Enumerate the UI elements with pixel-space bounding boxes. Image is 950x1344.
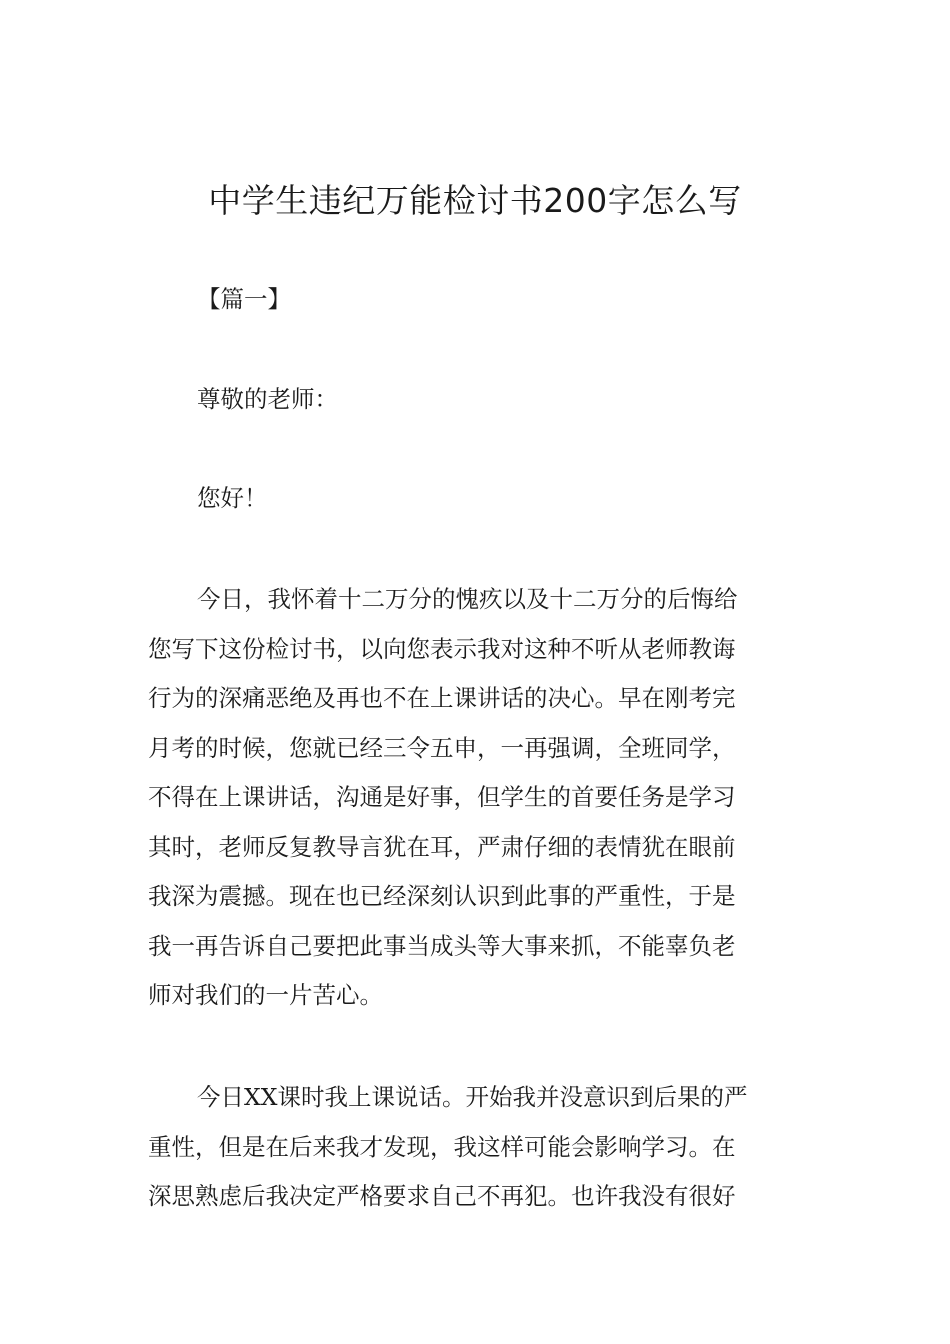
paragraph-1 xyxy=(148,575,808,1021)
paragraph-line: 月考的时候，您就已经三令五申，一再强调，全班同学， xyxy=(148,733,736,762)
paragraph-line: 其时，老师反复教导言犹在耳，严肃仔细的表情犹在眼前 xyxy=(148,832,736,861)
paragraph-line: 师对我们的一片苦心。 xyxy=(148,981,383,1009)
paragraph-2 xyxy=(148,1073,808,1222)
paragraph-line: 今日XX课时我上课说话。开始我并没意识到后果的严 xyxy=(197,1083,748,1111)
paragraph-line: 行为的深痛恶绝及再也不在上课讲话的决心。早在刚考完 xyxy=(148,684,736,712)
paragraph-line: 深思熟虑后我决定严格要求自己不再犯。也许我没有很好 xyxy=(148,1182,736,1210)
paragraph-line: 您写下这份检讨书，以向您表示我对这种不听从老师教诲 xyxy=(148,634,736,663)
salutation: 尊敬的老师： xyxy=(197,385,338,413)
section-label: 【篇一】 xyxy=(197,285,291,313)
paragraph-line: 不得在上课讲话，沟通是好事，但学生的首要任务是学习 xyxy=(148,783,736,811)
paragraph-line: 我深为震撼。现在也已经深刻认识到此事的严重性，于是 xyxy=(148,882,736,910)
greeting: 您好！ xyxy=(197,484,268,512)
document-title: 中学生违纪万能检讨书200字怎么写 xyxy=(208,181,742,220)
paragraph-line: 今日，我怀着十二万分的愧疚以及十二万分的后悔给 xyxy=(197,585,738,613)
paragraph-line: 我一再告诉自己要把此事当成头等大事来抓，不能辜负老 xyxy=(148,931,736,960)
paragraph-line: 重性，但是在后来我才发现，我这样可能会影响学习。在 xyxy=(148,1132,736,1161)
